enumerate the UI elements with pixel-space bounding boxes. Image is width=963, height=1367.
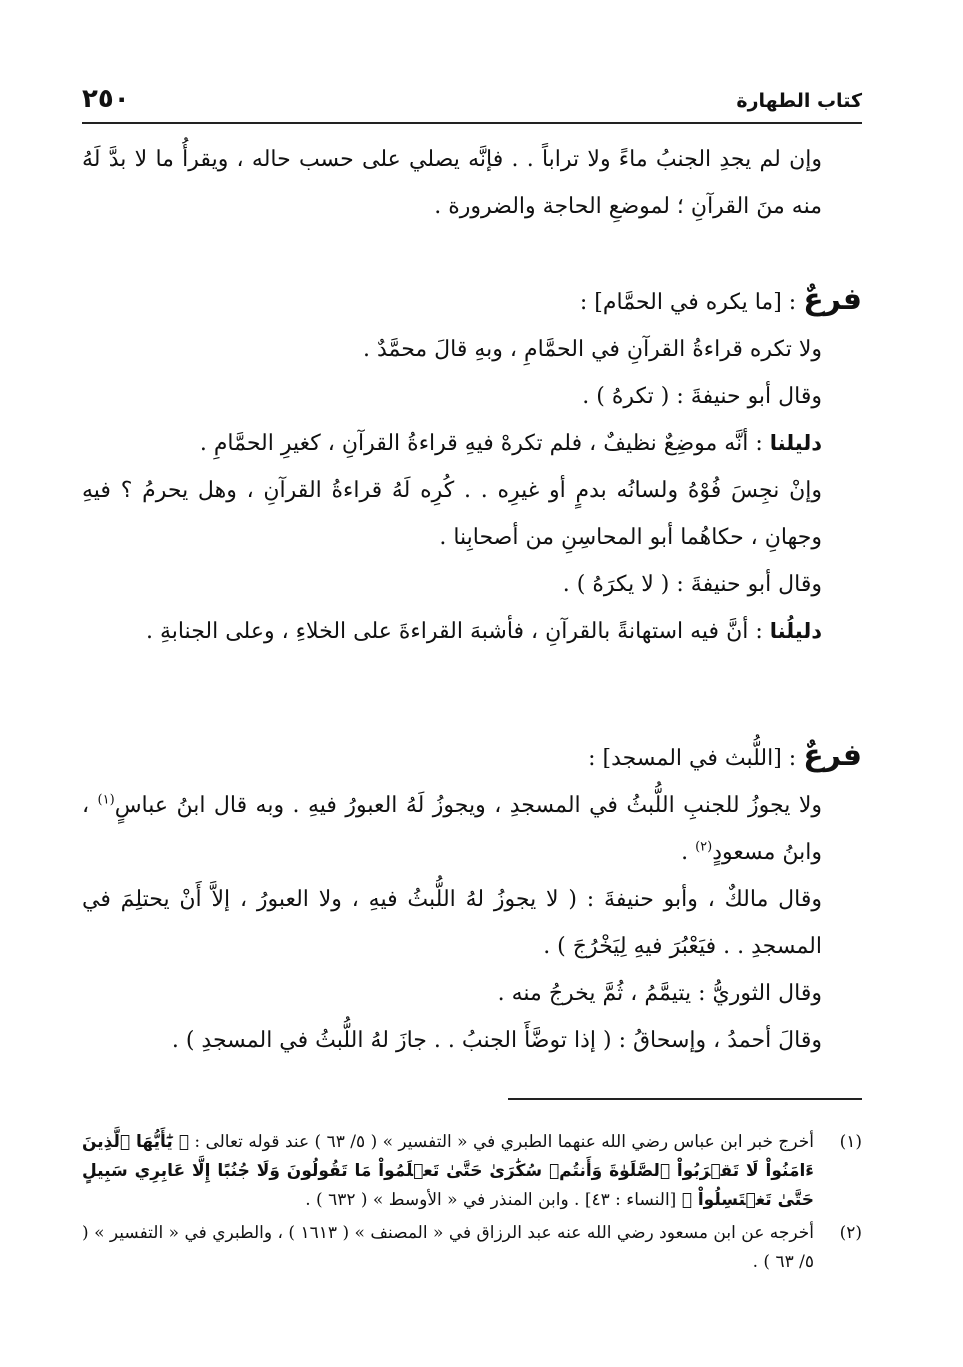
paragraph: وقال الثوريُّ : يتيمَّمُ ، ثُمَّ يخرجُ منه . — [497, 981, 822, 1006]
paragraph-text: . — [681, 840, 696, 865]
paragraph: وقال أبو حنيفةَ : ( لا يكرَهُ ) . — [562, 572, 822, 597]
paragraph — [82, 782, 862, 876]
section-label: فرعٌ — [803, 282, 862, 317]
evidence-lead: دليلنا — [769, 431, 822, 455]
section-heading — [82, 732, 862, 782]
paragraph: وقال مالكٌ ، وأبو حنيفةَ : ( لا يجوزُ لهُ اللُّبثُ فيهِ ، ولا العبورُ ، إلاَّ أَنْ يحتلِمَ في المسجدِ . . فيَعْبُرَ فيهِ لِيَخْرُجَ ) . — [82, 887, 822, 959]
paragraph: ولا تكره قراءةُ القرآنِ في الحمَّامِ ، وبهِ قالَ محمَّدٌ . — [362, 337, 822, 362]
page-header — [82, 84, 862, 122]
footnotes — [82, 1128, 862, 1281]
section-label: فرعٌ — [803, 738, 862, 773]
evidence-text: : أنَّ فيه استهانةً بالقرآنِ ، فأشبهَ القراءةَ على الخلاءِ ، وعلى الجنابةِ . — [145, 619, 770, 644]
footnote-ref[interactable]: (١) — [97, 792, 115, 808]
evidence-paragraph — [82, 608, 862, 655]
section-mosque — [82, 732, 862, 1064]
evidence-lead: دليلُنا — [769, 619, 822, 643]
section-title: : [اللُّبث في المسجد] : — [588, 746, 804, 771]
paragraph: وقالَ أحمدُ ، وإسحاقُ : ( إذا توضَّأَ الجنبُ . . جازَ لهُ اللُّبثُ في المسجدِ ) . — [171, 1028, 822, 1053]
section-hammam — [82, 276, 862, 655]
section-title: : [ما يكره في الحمَّام] : — [579, 290, 804, 315]
footnote-number: (٢) — [839, 1223, 862, 1243]
footnote-text: أخرج خبر ابن عباس رضي الله عنهما الطبري في « التفسير » ( ٥/ ٦٣ ) عند قوله تعالى : — [188, 1132, 814, 1152]
intro-paragraph: وإن لم يجدِ الجنبُ ماءً ولا تراباً . . فإنَّه يصلي على حسب حاله ، ويقرأُ ما لا بدَّ لَهُ منه منَ القرآنِ ؛ لموضعِ الحاجة والضرورة . — [82, 147, 822, 219]
page-number: ٢٥٠ — [82, 84, 130, 114]
intro-block — [82, 136, 862, 230]
section-heading — [82, 276, 862, 326]
footnote-text: أخرجه عن ابن مسعود رضي الله عنه عبد الرزاق في « المصنف » ( ١٦١٣ ) ، والطبري في « التفسير » ( ٥/ ٦٣ ) . — [82, 1223, 815, 1272]
paragraph: وقال أبو حنيفةَ : ( تكرهُ ) . — [582, 384, 822, 409]
footnote — [82, 1128, 862, 1215]
paragraph-text: ، وابنُ مسعودٍ — [82, 793, 822, 865]
footnote-number: (١) — [839, 1132, 862, 1152]
book-title: كتاب الطهارة — [736, 90, 862, 112]
quran-verse: ﴿ يَٰٓأَيُّهَا ٱلَّذِينَ ءَامَنُواْ لَا تَقۡرَبُواْ ٱلصَّلَوٰةَ وَأَنتُمۡ سُكَٰرَىٰ حَتَّىٰ تَعۡلَمُواْ مَا تَقُولُونَ وَلَا جُنُبًا إِلَّا عَابِرِي سَبِيلٍ حَتَّىٰ تَغۡتَسِلُواْ ﴾ — [82, 1132, 814, 1210]
footnote-divider — [508, 1098, 862, 1100]
evidence-paragraph — [82, 420, 862, 467]
footnote-text: [النساء : ٤٣] . وابن المنذر في « الأوسط » ( ٦٣٢ ) . — [305, 1190, 682, 1210]
evidence-text: : أنَّه موضِعٌ نظيفٌ ، فلم تكرهْ فيهِ قراءةُ القرآنِ ، كغيرِ الحمَّامِ . — [199, 431, 770, 456]
paragraph-text: ولا يجوزُ للجنبِ اللُّبثُ في المسجدِ ، ويجوزُ لَهُ العبورُ فيهِ . وبه قال ابنُ عباسٍ — [114, 793, 822, 818]
footnote-ref[interactable]: (٢) — [695, 839, 713, 855]
header-divider — [82, 122, 862, 124]
footnote — [82, 1219, 862, 1277]
paragraph: وإنْ نجِسَ فُوْهُ ولسانُه بدمٍ أو غيرِه . . كُرِه لَهُ قراءةُ القرآنِ ، وهل يحرمُ ؟ فيهِ وجهانِ ، حكاهُما أبو المحاسِنِ من أصحابِنا . — [82, 478, 822, 550]
